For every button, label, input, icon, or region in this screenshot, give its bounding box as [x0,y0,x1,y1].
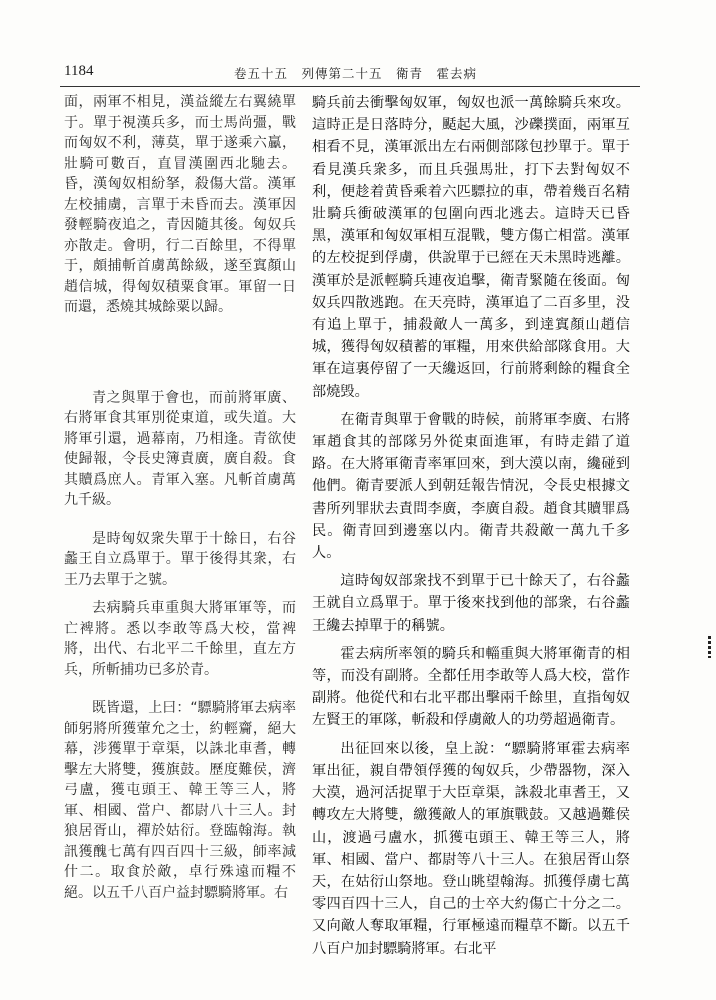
header-rule [60,86,640,87]
paragraph-spacer [64,511,296,529]
translation-paragraph-5: 出征回來以後，皇上說：“驃騎將軍霍去病率軍出征，親自帶領俘獲的匈奴兵，少帶器物，深入大漠，過河活捉單于大臣章渠，誅殺北車耆王，又轉攻左大將雙，繳獲敵人的軍旗戰鼓。又越過難侯山，渡過弓盧水，抓獲屯頭王、韓王等三人，將軍、相國、當户、都尉等八十三人。在狼居胥山祭天，在姑衍山祭地。登山眺望翰海。抓獲俘虜七萬零四百四十三人，自己的士卒大約傷亡十分之二。又向敵人奪取軍糧，行軍極遠而糧草不斷。以五千八百户加封驃騎將軍。右北平 [312,740,630,957]
paragraph-spacer [64,680,296,698]
classical-text-column [64,92,296,903]
classical-paragraph-3: 是時匈奴衆失單于十餘日，右谷蠡王自立爲單于。單于後得其衆，右王乃去單于之號。 [64,530,296,588]
paragraph-spacer [64,590,296,598]
classical-paragraph-5: 既皆還，上曰：“驃騎將軍去病率師躬將所獲葷允之士，約輕齎，絕大幕，涉獲單于章渠，以誅北車耆，轉擊左大將雙，獲旗鼓。歷度難侯，濟弓盧，獲屯頭王、韓王等三人，將軍、相國、當户、都尉八十三人。封狼居胥山，禪於姑衍。登臨翰海。執訊獲醜七萬有四百四十三級，師率減什二。取食於敵，卓行殊遠而糧不絕。以五千八百户益封驃騎將軍。右 [64,700,296,901]
page-header [64,63,636,83]
margin-mark [708,636,711,658]
page-number: 1184 [64,63,94,79]
translation-paragraph-4: 霍去病所率領的騎兵和輜重與大將軍衛青的相等，而没有副將。全都任用李敢等人爲大校，當作副將。他從代和右北平郡出擊兩千餘里，直指匈奴左賢王的軍隊，斬殺和俘虜敵人的功勞超過衛青。 [312,645,630,729]
classical-paragraph-2: 青之與單于會也，而前將軍廣、右將軍食其軍別從東道，或失道。大將軍引還，過幕南，乃相逢。青欲使使歸報，令長史簿責廣，廣自殺。食其贖爲庶人。青軍入塞。凡斬首虜萬九千級。 [64,389,296,508]
paragraph-spacer [64,318,296,388]
translation-paragraph-3: 這時匈奴部衆找不到單于已十餘天了，右谷蠡王就自立爲單于。單于後來找到他的部衆，右谷蠡王纔去掉單于的稱號。 [312,573,630,634]
translation-paragraph-1: 騎兵前去衝擊匈奴軍，匈奴也派一萬餘騎兵來攻。這時正是日落時分，颳起大風，沙礫撲面，兩軍互相看不見，漢軍派出左右兩側部隊包抄單于。單于看見漢兵衆多，而且兵强馬壯，打下去對匈奴不利，便趁着黄昏乘着六匹驃拉的車，帶着幾百名精壯騎兵衝破漢軍的包圍向西北逃去。這時天已昏黑，漢軍和匈奴軍相互混戰，雙方傷亡相當。漢軍的左校捉到俘虜，供說單于已經在天未黑時逃離。漢軍於是派輕騎兵連夜追擊，衛青緊隨在後面。匈奴兵四散逃跑。在天亮時，漢軍追了二百多里，没有追上單于，捕殺敵人一萬多，到達窴顏山趙信城，獲得匈奴積蓄的軍糧，用來供給部隊食用。大軍在這裏停留了一天纔返回，行前將剩餘的糧食全部燒毁。 [312,95,630,400]
classical-paragraph-4: 去病騎兵車重與大將軍軍等，而亡裨將。悉以李敢等爲大校，當裨將，出代、右北平二千餘里，直左方兵，所斬捕功已多於青。 [64,600,296,678]
running-title: 卷五十五 列傳第二十五 衛青 霍去病 [234,66,478,81]
translation-paragraph-2: 在衛青與單于會戰的時候，前將軍李廣、右將軍趙食其的部隊另外從東面進軍，有時走錯了道路。在大將軍衛青率軍回來，到大漠以南，纔碰到他們。衛青要派人到朝廷報告情況，令長史根據文書所列罪狀去責問李廣，李廣自殺。趙食其贖罪爲民。衛青回到邊塞以内。衛青共殺敵一萬九千多人。 [312,411,630,562]
translation-column [312,92,630,960]
classical-paragraph-1: 面，兩軍不相見，漢益縱左右翼繞單于。單于視漢兵多，而士馬尚彊，戰而匈奴不利，薄莫，單于遂乘六驘，壯騎可數百，直冒漢圍西北馳去。昏，漢匈奴相紛拏，殺傷大當。漢軍左校捕虜，言單于未昏而去。漢軍因發輕騎夜追之，青因隨其後。匈奴兵亦散走。會明，行二百餘里，不得單于，頗捕斬首虜萬餘級，遂至窴顏山趙信城，得匈奴積粟食軍。軍留一日而還，悉燒其城餘粟以歸。 [64,94,296,315]
